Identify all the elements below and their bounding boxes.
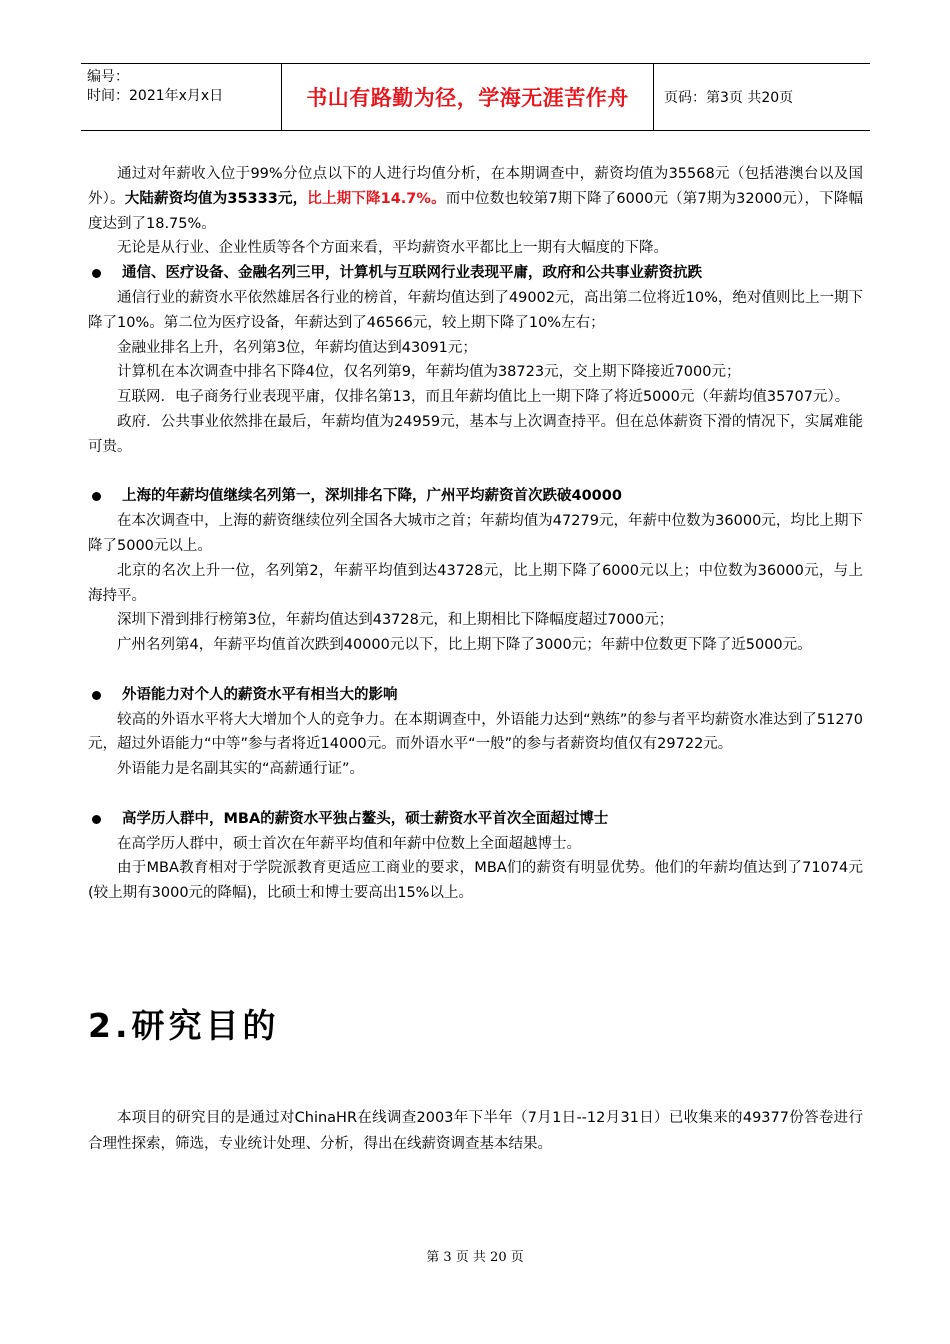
industry-paragraph: 金融业排名上升，名列第3位，年薪均值达到43091元； — [117, 339, 477, 356]
spacer — [88, 782, 863, 807]
time-label: 时间：2021年x月x日 — [87, 88, 224, 104]
language-heading-text: 外语能力对个人的薪资水平有相当大的影响 — [122, 686, 398, 703]
bullet-icon — [92, 269, 101, 278]
intro-text-highlight: 大陆薪资均值为35333元， — [124, 190, 308, 207]
header-motto: 书山有路勤为径，学海无涯苦作舟 — [306, 86, 629, 110]
city-paragraph: 在本次调查中，上海的薪资继续位列全国各大城市之首；年薪均值为47279元，年薪中位数为36000元，均比上期下降了5000元以上。 — [88, 513, 863, 554]
intro-paragraph-1 — [88, 162, 863, 236]
spacer — [88, 658, 863, 683]
serial-label: 编号： — [87, 69, 129, 85]
industry-paragraph: 互联网．电子商务行业表现平庸，仅排名第13，而且年薪均值比上一期下降了将近5000元（年薪均值35707元）。 — [117, 389, 850, 406]
header-motto-cell — [281, 64, 654, 130]
section-title: 2.研究目的 — [88, 1006, 280, 1045]
language-heading — [88, 683, 863, 708]
city-paragraph: 北京的名次上升一位，名列第2，年薪平均值到达43728元，比上期下降了6000元以上；中位数为36000元，与上海持平。 — [88, 562, 863, 604]
bullet-icon — [92, 492, 101, 501]
language-paragraph: 较高的外语水平将大大增加个人的竞争力。在本期调查中，外语能力达到“熟练”的参与者平均薪资水准达到了51270元，超过外语能力“中等”参与者将近14000元。而外语水平“一般”的参与者薪资均值仅有29722元。 — [88, 711, 863, 753]
purpose-paragraph: 本项目的研究目的是通过对ChinaHR在线调查2003年下半年（7月1日--12月31日）已收集来的49377份答卷进行合理性探索，筛选，专业统计处理、分析，得出在线薪资调查基本结果。 — [88, 1110, 863, 1152]
page-footer: 第 3 页 共 20 页 — [426, 1250, 524, 1265]
page-header — [81, 63, 870, 131]
header-page-info: 页码：第3页 共20页 — [664, 90, 794, 106]
education-heading — [88, 807, 863, 832]
intro-text-d: 而中位数也较第7期下降了6000元（第7期为32000元），下降幅度达到了18.75%。 — [88, 190, 863, 232]
industry-heading-text: 通信、医疗设备、金融名列三甲，计算机与互联网行业表现平庸，政府和公共事业薪资抗跌 — [122, 265, 702, 282]
bullet-icon — [92, 815, 101, 824]
city-paragraph: 深圳下滑到排行榜第3位，年薪均值达到43728元，和上期相比下降幅度超过7000元； — [117, 612, 674, 629]
spacer — [88, 460, 863, 485]
intro-text-a: 通过对年薪收入位于99%分位点以下的人进行均值分析，在本期调查中，薪资均值为35568元（包括港澳台以及国外）。 — [88, 166, 863, 207]
intro-paragraph-2: 无论是从行业、企业性质等各个方面来看，平均薪资水平都比上一期有大幅度的下降。 — [117, 240, 668, 257]
bullet-icon — [92, 691, 101, 700]
education-heading-text: 高学历人群中，MBA的薪资水平独占鳌头，硕士薪资水平首次全面超过博士 — [122, 810, 609, 827]
industry-heading — [88, 261, 863, 286]
intro-text-decline: 比上期下降14.7%。 — [307, 190, 446, 207]
city-paragraph: 广州名列第4，年薪平均值首次跌到40000元以下，比上期下降了3000元；年薪中位数更下降了近5000元。 — [117, 637, 812, 654]
industry-paragraph: 通信行业的薪资水平依然雄居各行业的榜首，年薪均值达到了49002元，高出第二位将近10%，绝对值则比上一期下降了10%。第二位为医疗设备，年薪达到了46566元，较上期下降了10%左右； — [88, 289, 863, 331]
purpose-section — [88, 1105, 863, 1157]
industry-paragraph: 政府．公共事业依然排在最后，年薪均值为24959元，基本与上次调查持平。但在总体薪资下滑的情况下，实属难能可贵。 — [88, 413, 863, 455]
city-heading — [88, 484, 863, 509]
city-heading-text: 上海的年薪均值继续名列第一，深圳排名下降，广州平均薪资首次跌破40000 — [122, 488, 622, 505]
header-meta — [81, 64, 281, 130]
language-paragraph: 外语能力是名副其实的“高薪通行证”。 — [117, 761, 365, 778]
education-paragraph: 在高学历人群中，硕士首次在年薪平均值和年薪中位数上全面超越博士。 — [117, 835, 581, 852]
education-paragraph: 由于MBA教育相对于学院派教育更适应工商业的要求，MBA们的薪资有明显优势。他们的年薪均值达到了71074元(较上期有3000元的降幅)，比硕士和博士要高出15%以上。 — [88, 860, 863, 902]
industry-paragraph: 计算机在本次调查中排名下降4位，仅名列第9，年薪均值为38723元，交上期下降接近7000元； — [117, 364, 741, 381]
document-body — [88, 162, 863, 906]
